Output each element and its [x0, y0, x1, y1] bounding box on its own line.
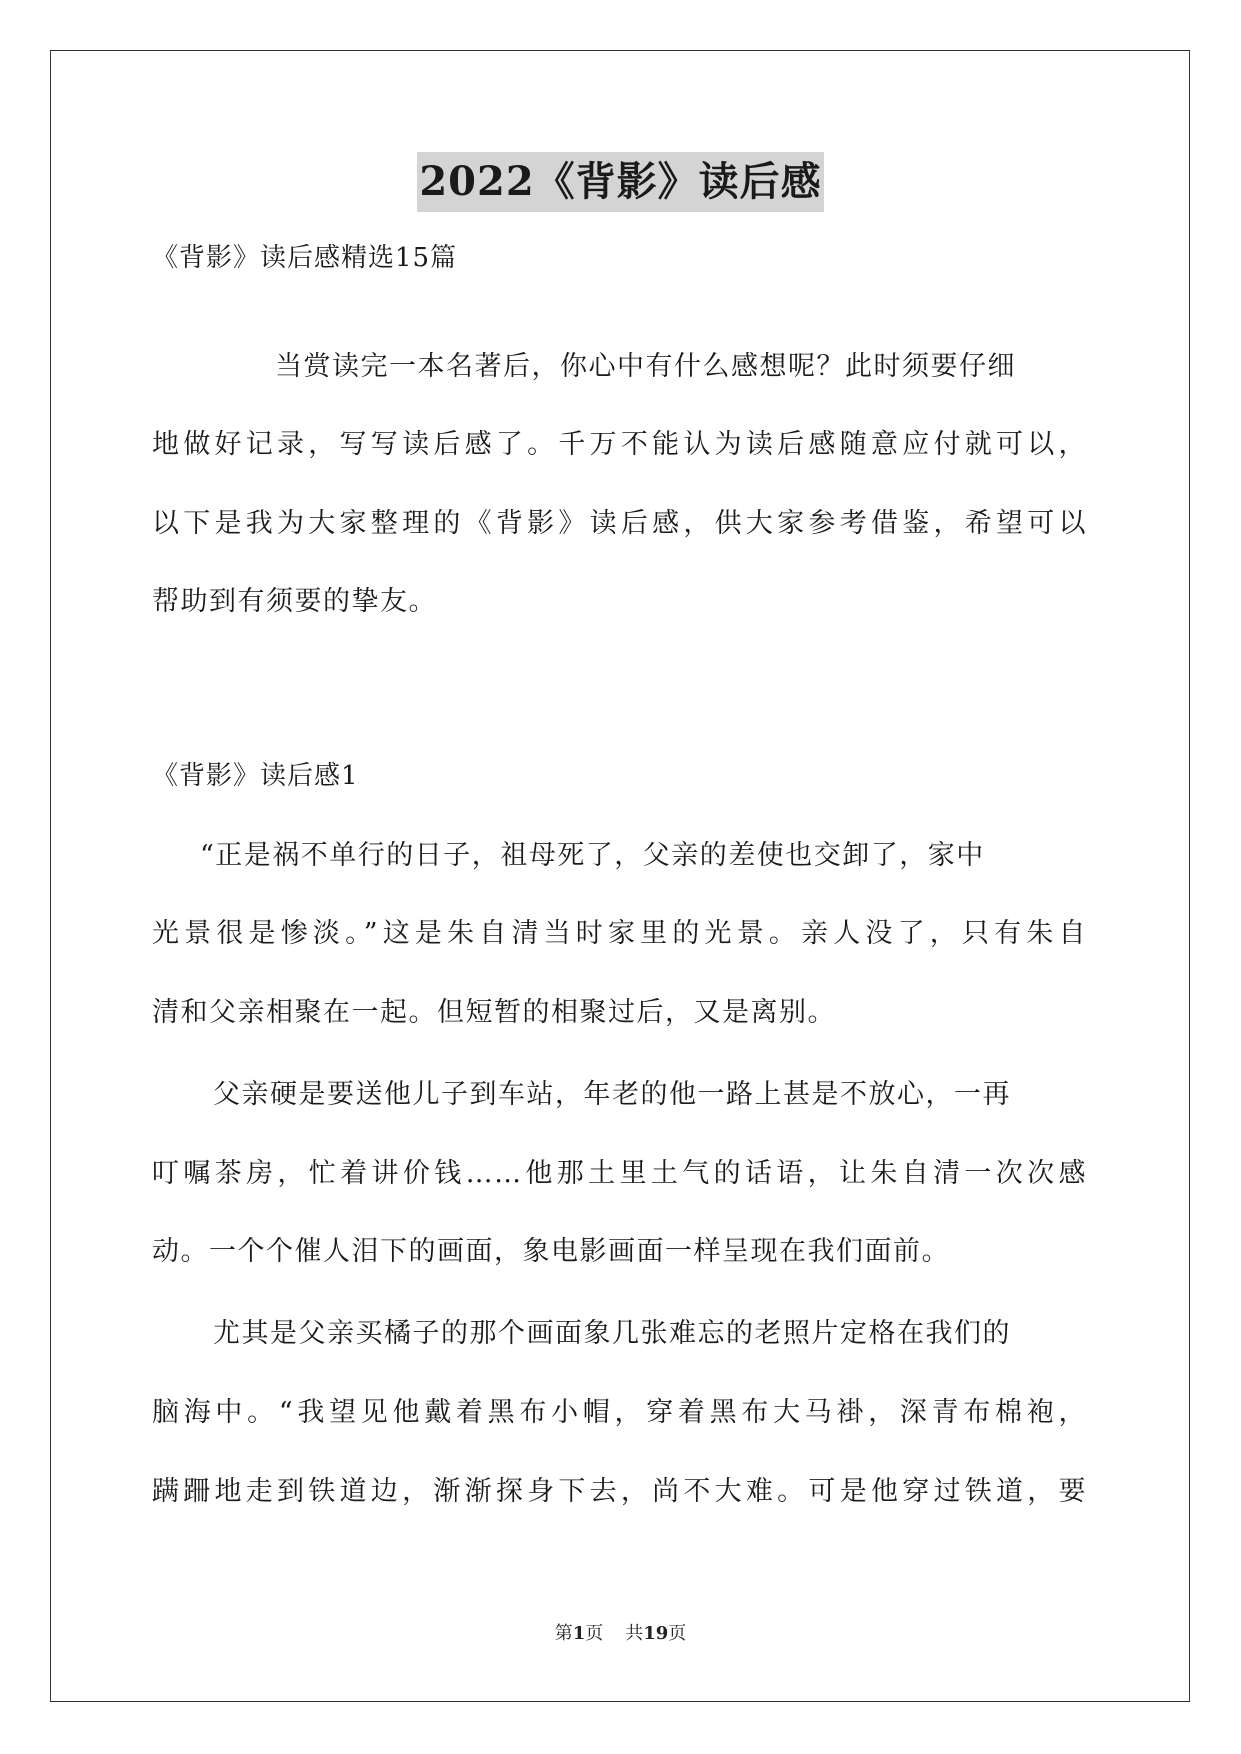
section-heading: 《背影》读后感1 — [152, 761, 359, 791]
page-footer — [0, 1622, 1241, 1646]
page-number: 1 — [572, 1623, 586, 1644]
document-title: 2022《背影》读后感 — [417, 152, 823, 212]
page-label-prefix: 第 — [554, 1623, 573, 1644]
document-subtitle: 《背影》读后感精选15篇 — [152, 243, 458, 273]
total-label-prefix: 共 — [625, 1623, 644, 1644]
intro-line-1: 当赏读完一本名著后，你心中有什么感想呢？此时须要仔细 — [275, 351, 1016, 382]
page-border — [50, 50, 1190, 1702]
body-line-5: 叮嘱茶房，忙着讲价钱……他那土里土气的话语，让朱自清一次次感 — [152, 1158, 1087, 1189]
body-line-2: 光景很是惨淡。”这是朱自清当时家里的光景。亲人没了，只有朱自 — [152, 918, 1087, 949]
total-label-suffix: 页 — [668, 1623, 687, 1644]
intro-line-2: 地做好记录，写写读后感了。千万不能认为读后感随意应付就可以， — [152, 429, 1087, 460]
body-line-8: 脑海中。“我望见他戴着黑布小帽，穿着黑布大马褂，深青布棉袍， — [152, 1397, 1087, 1428]
body-line-7: 尤其是父亲买橘子的那个画面象几张难忘的老照片定格在我们的 — [213, 1318, 1011, 1349]
body-line-6: 动。一个个催人泪下的画面，象电影画面一样呈现在我们面前。 — [152, 1236, 950, 1267]
title-container — [0, 152, 1241, 212]
intro-line-3: 以下是我为大家整理的《背影》读后感，供大家参考借鉴，希望可以 — [152, 508, 1087, 539]
body-line-3: 清和父亲相聚在一起。但短暂的相聚过后，又是离别。 — [152, 997, 836, 1028]
total-pages: 19 — [643, 1623, 669, 1644]
body-line-1: “正是祸不单行的日子，祖母死了，父亲的差使也交卸了，家中 — [200, 840, 985, 871]
page-label-suffix: 页 — [585, 1623, 604, 1644]
intro-line-4: 帮助到有须要的挚友。 — [152, 586, 437, 617]
body-line-4: 父亲硬是要送他儿子到车站，年老的他一路上甚是不放心，一再 — [213, 1079, 1011, 1110]
body-line-9: 蹒跚地走到铁道边，渐渐探身下去，尚不大难。可是他穿过铁道，要 — [152, 1476, 1087, 1507]
